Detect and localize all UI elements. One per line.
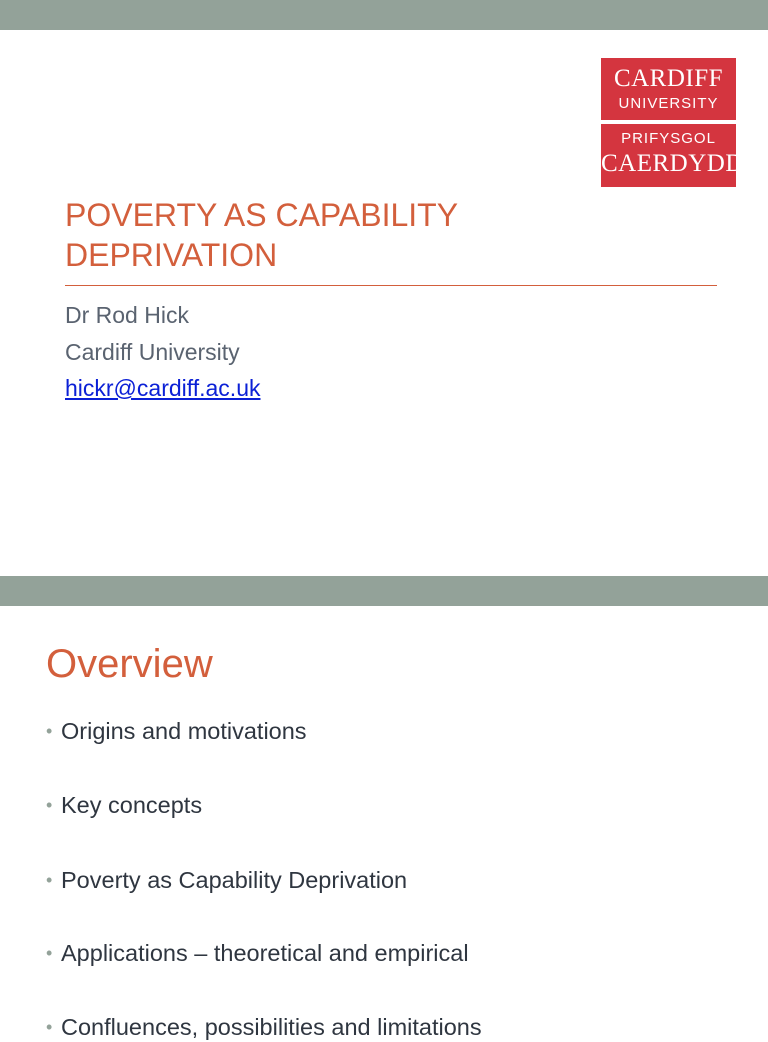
- logo-text-caerdydd: CAERDYDD: [601, 150, 744, 177]
- presentation-title: POVERTY AS CAPABILITY DEPRIVATION: [65, 197, 458, 273]
- bullet-text: Poverty as Capability Deprivation: [61, 867, 408, 893]
- author-organisation: Cardiff University: [65, 339, 240, 365]
- bullet-dot-icon: •: [46, 1017, 53, 1037]
- bullet-text: Key concepts: [61, 792, 203, 818]
- list-item: [46, 938, 469, 968]
- list-item: [46, 1012, 482, 1042]
- slide-top-band: [0, 0, 768, 30]
- bullet-dot-icon: •: [46, 943, 53, 963]
- logo-welsh-block: [601, 124, 744, 187]
- overview-heading: Overview: [46, 642, 213, 686]
- author-name: Dr Rod Hick: [65, 302, 189, 328]
- bullet-dot-icon: •: [46, 721, 53, 741]
- list-item: [46, 716, 307, 746]
- logo-text-prifysgol: PRIFYSGOL: [621, 130, 716, 147]
- logo-text-cardiff: CARDIFF: [613, 65, 724, 92]
- list-item: [46, 790, 202, 820]
- bullet-text: Origins and motivations: [61, 718, 307, 744]
- bullet-text: Confluences, possibilities and limitations: [61, 1014, 482, 1040]
- list-item: [46, 865, 407, 895]
- cardiff-university-logo: [601, 58, 744, 187]
- logo-english-block: [601, 58, 736, 120]
- author-email-link[interactable]: hickr@cardiff.ac.uk: [65, 375, 261, 401]
- bullet-dot-icon: •: [46, 870, 53, 890]
- title-divider: [65, 285, 717, 286]
- bullet-dot-icon: •: [46, 795, 53, 815]
- slide-top-band: [0, 576, 768, 606]
- logo-text-university: UNIVERSITY: [618, 95, 719, 112]
- bullet-text: Applications – theoretical and empirical: [61, 940, 469, 966]
